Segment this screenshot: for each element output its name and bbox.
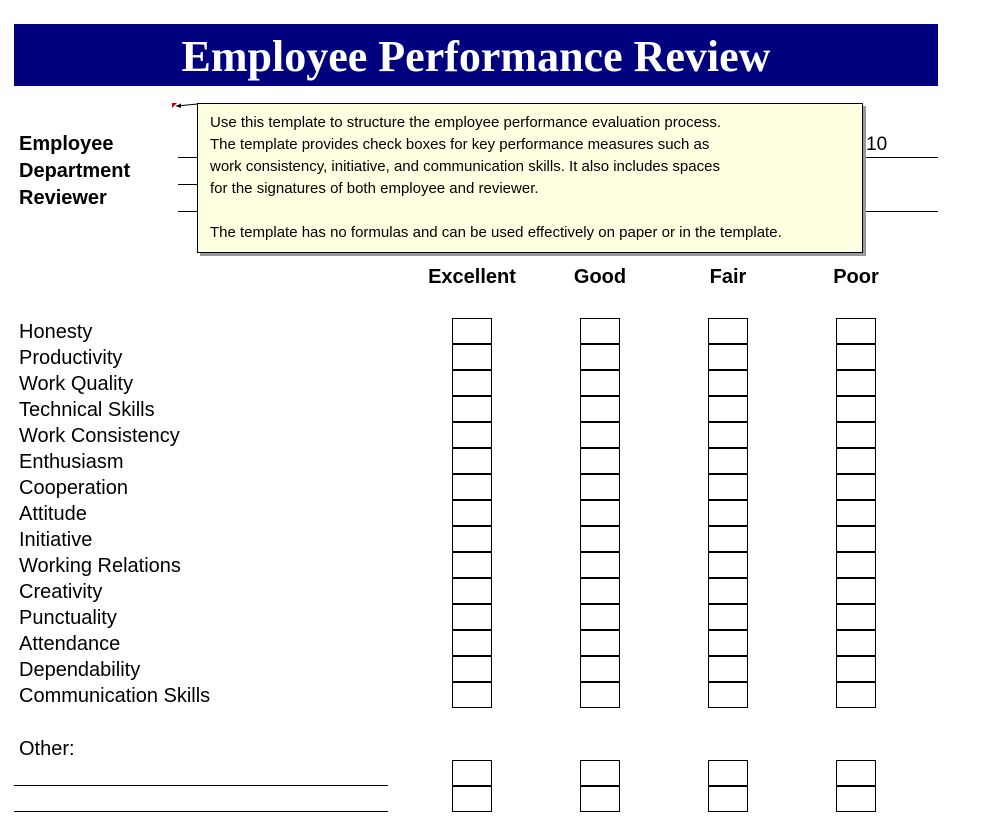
rating-checkbox-good[interactable] <box>580 526 620 552</box>
rating-checkbox-fair[interactable] <box>708 448 748 474</box>
rating-checkbox-good[interactable] <box>580 630 620 656</box>
rating-checkbox-poor[interactable] <box>836 526 876 552</box>
criterion-label: Initiative <box>19 529 93 551</box>
rating-checkbox-excellent[interactable] <box>452 656 492 682</box>
rating-checkbox-excellent[interactable] <box>452 318 492 344</box>
rating-checkbox-fair[interactable] <box>708 526 748 552</box>
rating-checkbox-poor[interactable] <box>836 474 876 500</box>
other-checkbox-fair[interactable] <box>708 760 748 786</box>
other-line-2[interactable] <box>14 811 388 812</box>
rating-checkbox-poor[interactable] <box>836 396 876 422</box>
rating-checkbox-fair[interactable] <box>708 630 748 656</box>
rating-checkbox-poor[interactable] <box>836 448 876 474</box>
date-field-line[interactable] <box>862 157 938 158</box>
rating-checkbox-poor[interactable] <box>836 578 876 604</box>
date-value: 10 <box>866 134 888 155</box>
rating-checkbox-fair[interactable] <box>708 578 748 604</box>
department-field-line[interactable] <box>178 184 198 185</box>
comment-note <box>197 103 863 253</box>
rating-checkbox-good[interactable] <box>580 318 620 344</box>
rating-checkbox-fair[interactable] <box>708 656 748 682</box>
other-line-1[interactable] <box>14 785 388 786</box>
other-label: Other: <box>19 738 75 760</box>
comment-paragraph-1: Use this template to structure the employee performance evaluation process. The template provides check boxes for key performance measures such as work consistency, initiative, and communication skills. It also includes spaces for the signatures of both employee and reviewer. <box>210 114 722 197</box>
rating-checkbox-good[interactable] <box>580 604 620 630</box>
rating-checkbox-good[interactable] <box>580 682 620 708</box>
rating-checkbox-poor[interactable] <box>836 500 876 526</box>
comment-paragraph-2: The template has no formulas and can be used effectively on paper or in the template. <box>210 224 782 241</box>
rating-checkbox-excellent[interactable] <box>452 396 492 422</box>
other-checkbox-good[interactable] <box>580 786 620 812</box>
criterion-label: Cooperation <box>19 477 128 499</box>
reviewer-label: Reviewer <box>19 187 107 209</box>
rating-checkbox-fair[interactable] <box>708 552 748 578</box>
rating-checkbox-poor[interactable] <box>836 370 876 396</box>
column-header-fair: Fair <box>709 266 747 288</box>
rating-checkbox-good[interactable] <box>580 656 620 682</box>
rating-checkbox-fair[interactable] <box>708 370 748 396</box>
rating-checkbox-fair[interactable] <box>708 474 748 500</box>
rating-checkbox-fair[interactable] <box>708 318 748 344</box>
rating-checkbox-poor[interactable] <box>836 682 876 708</box>
rating-checkbox-good[interactable] <box>580 448 620 474</box>
rating-checkbox-poor[interactable] <box>836 604 876 630</box>
criterion-label: Creativity <box>19 581 103 603</box>
department-label: Department <box>19 160 131 182</box>
rating-checkbox-excellent[interactable] <box>452 526 492 552</box>
rating-checkbox-excellent[interactable] <box>452 682 492 708</box>
criterion-label: Punctuality <box>19 607 117 629</box>
rating-checkbox-poor[interactable] <box>836 630 876 656</box>
other-checkbox-excellent[interactable] <box>452 786 492 812</box>
rating-checkbox-poor[interactable] <box>836 422 876 448</box>
column-header-poor: Poor <box>833 266 879 288</box>
rating-checkbox-excellent[interactable] <box>452 344 492 370</box>
rating-checkbox-good[interactable] <box>580 578 620 604</box>
rating-checkbox-fair[interactable] <box>708 500 748 526</box>
rating-checkbox-excellent[interactable] <box>452 578 492 604</box>
criterion-label: Attendance <box>19 633 121 655</box>
rating-checkbox-fair[interactable] <box>708 396 748 422</box>
rating-checkbox-excellent[interactable] <box>452 552 492 578</box>
criterion-label: Dependability <box>19 659 141 681</box>
rating-checkbox-fair[interactable] <box>708 682 748 708</box>
comment-indicator <box>172 103 198 109</box>
page-title: Employee Performance Review <box>181 32 771 81</box>
criterion-label: Technical Skills <box>19 399 155 421</box>
rating-checkbox-fair[interactable] <box>708 344 748 370</box>
column-header-good: Good <box>573 266 627 288</box>
employee-field-line[interactable] <box>178 157 198 158</box>
other-checkbox-poor[interactable] <box>836 786 876 812</box>
rating-checkbox-good[interactable] <box>580 370 620 396</box>
rating-checkbox-excellent[interactable] <box>452 422 492 448</box>
rating-checkbox-good[interactable] <box>580 552 620 578</box>
rating-checkbox-excellent[interactable] <box>452 474 492 500</box>
other-checkbox-fair[interactable] <box>708 786 748 812</box>
other-checkbox-good[interactable] <box>580 760 620 786</box>
rating-checkbox-fair[interactable] <box>708 422 748 448</box>
rating-checkbox-good[interactable] <box>580 474 620 500</box>
rating-checkbox-poor[interactable] <box>836 552 876 578</box>
rating-checkbox-fair[interactable] <box>708 604 748 630</box>
criterion-label: Working Relations <box>19 555 181 577</box>
rating-checkbox-poor[interactable] <box>836 344 876 370</box>
rating-checkbox-good[interactable] <box>580 422 620 448</box>
rating-checkbox-good[interactable] <box>580 344 620 370</box>
criterion-label: Work Quality <box>19 373 134 395</box>
rating-checkbox-good[interactable] <box>580 396 620 422</box>
rating-checkbox-poor[interactable] <box>836 318 876 344</box>
rating-checkbox-excellent[interactable] <box>452 448 492 474</box>
rating-checkbox-excellent[interactable] <box>452 604 492 630</box>
criterion-label: Communication Skills <box>19 685 211 707</box>
other-checkbox-excellent[interactable] <box>452 760 492 786</box>
criterion-label: Enthusiasm <box>19 451 124 473</box>
rating-checkbox-excellent[interactable] <box>452 370 492 396</box>
criterion-label: Honesty <box>19 321 93 343</box>
criterion-label: Attitude <box>19 503 87 525</box>
rating-checkbox-excellent[interactable] <box>452 630 492 656</box>
title-bar <box>14 24 938 86</box>
criterion-label: Productivity <box>19 347 123 369</box>
rating-checkbox-good[interactable] <box>580 500 620 526</box>
rating-checkbox-excellent[interactable] <box>452 500 492 526</box>
other-checkbox-poor[interactable] <box>836 760 876 786</box>
employee-label: Employee <box>19 133 114 155</box>
rating-checkbox-poor[interactable] <box>836 656 876 682</box>
column-header-excellent: Excellent <box>428 266 516 288</box>
criterion-label: Work Consistency <box>19 425 180 447</box>
